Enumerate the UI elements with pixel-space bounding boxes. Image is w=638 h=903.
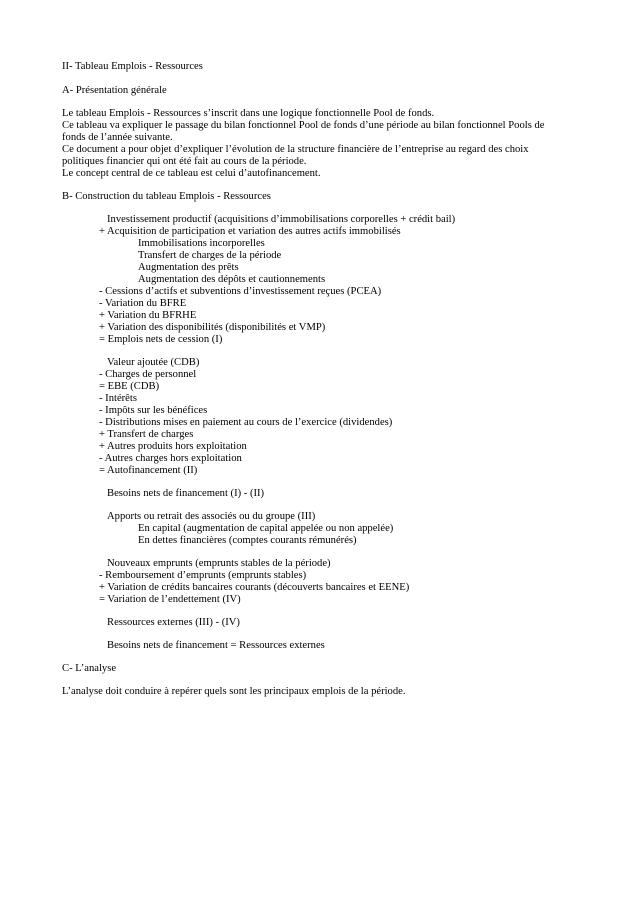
table-line: - Autres charges hors exploitation — [99, 453, 242, 464]
table-line: Investissement productif (acquisitions d’immobilisations corporelles + crédit bail) — [107, 214, 456, 225]
table-line: Besoins nets de financement = Ressources externes — [107, 640, 325, 651]
part-a-title: A- Présentation générale — [62, 85, 167, 96]
table-line: Apports ou retrait des associés ou du groupe (III) — [107, 511, 316, 522]
table-line: Valeur ajoutée (CDB) — [107, 357, 200, 368]
table-total: = Variation de l’endettement (IV) — [99, 594, 241, 605]
part-c-text: L’analyse doit conduire à repérer quels sont les principaux emplois de la période. — [62, 686, 406, 697]
table-line: Ressources externes (III) - (IV) — [107, 617, 240, 628]
table-line: - Cessions d’actifs et subventions d’investissement reçues (PCEA) — [99, 286, 382, 297]
table-line: + Variation du BFRHE — [99, 310, 197, 321]
table-line: - Charges de personnel — [99, 369, 197, 380]
table-line: + Variation de crédits bancaires courants (découverts bancaires et EENE) — [99, 582, 410, 593]
table-subline: Immobilisations incorporelles — [138, 238, 265, 249]
table-line: Besoins nets de financement (I) - (II) — [107, 488, 265, 499]
part-a-line: fonds de l’année suivante. — [62, 132, 173, 143]
table-total: = Autofinancement (II) — [99, 465, 198, 476]
table-subline: Augmentation des prêts — [138, 262, 239, 273]
table-line: + Autres produits hors exploitation — [99, 441, 247, 452]
part-a-line: politiques financier qui ont été fait au cours de la période. — [62, 156, 307, 167]
table-line: - Intérêts — [99, 393, 137, 404]
table-subline: Augmentation des dépôts et cautionnements — [138, 274, 326, 285]
table-line: + Acquisition de participation et variation des autres actifs immobilisés — [99, 226, 401, 237]
part-a-line: Le tableau Emplois - Ressources s’inscrit dans une logique fonctionnelle Pool de fonds. — [62, 108, 435, 119]
part-a-line: Ce document a pour objet d’expliquer l’évolution de la structure financière de l’entreprise au regard des choix — [62, 144, 529, 155]
part-c-title: C- L’analyse — [62, 663, 117, 674]
table-subline: En capital (augmentation de capital appelée ou non appelée) — [138, 523, 394, 534]
table-line: - Distributions mises en paiement au cours de l’exercice (dividendes) — [99, 417, 393, 428]
table-line: = EBE (CDB) — [99, 381, 160, 392]
part-b-title: B- Construction du tableau Emplois - Ressources — [62, 191, 271, 202]
table-line: Nouveaux emprunts (emprunts stables de la période) — [107, 558, 331, 569]
section-title: II- Tableau Emplois - Ressources — [62, 61, 203, 72]
table-line: - Impôts sur les bénéfices — [99, 405, 208, 416]
table-subline: Transfert de charges de la période — [138, 250, 282, 261]
table-total: = Emplois nets de cession (I) — [99, 334, 223, 345]
part-a-line: Ce tableau va expliquer le passage du bilan fonctionnel Pool de fonds d’une période au bilan fonctionnel Pools de — [62, 120, 545, 131]
table-line: + Transfert de charges — [99, 429, 194, 440]
table-subline: En dettes financières (comptes courants rémunérés) — [138, 535, 357, 546]
table-line: + Variation des disponibilités (disponibilités et VMP) — [99, 322, 326, 333]
table-line: - Variation du BFRE — [99, 298, 187, 309]
table-line: - Remboursement d’emprunts (emprunts stables) — [99, 570, 307, 581]
part-a-line: Le concept central de ce tableau est celui d’autofinancement. — [62, 168, 321, 179]
